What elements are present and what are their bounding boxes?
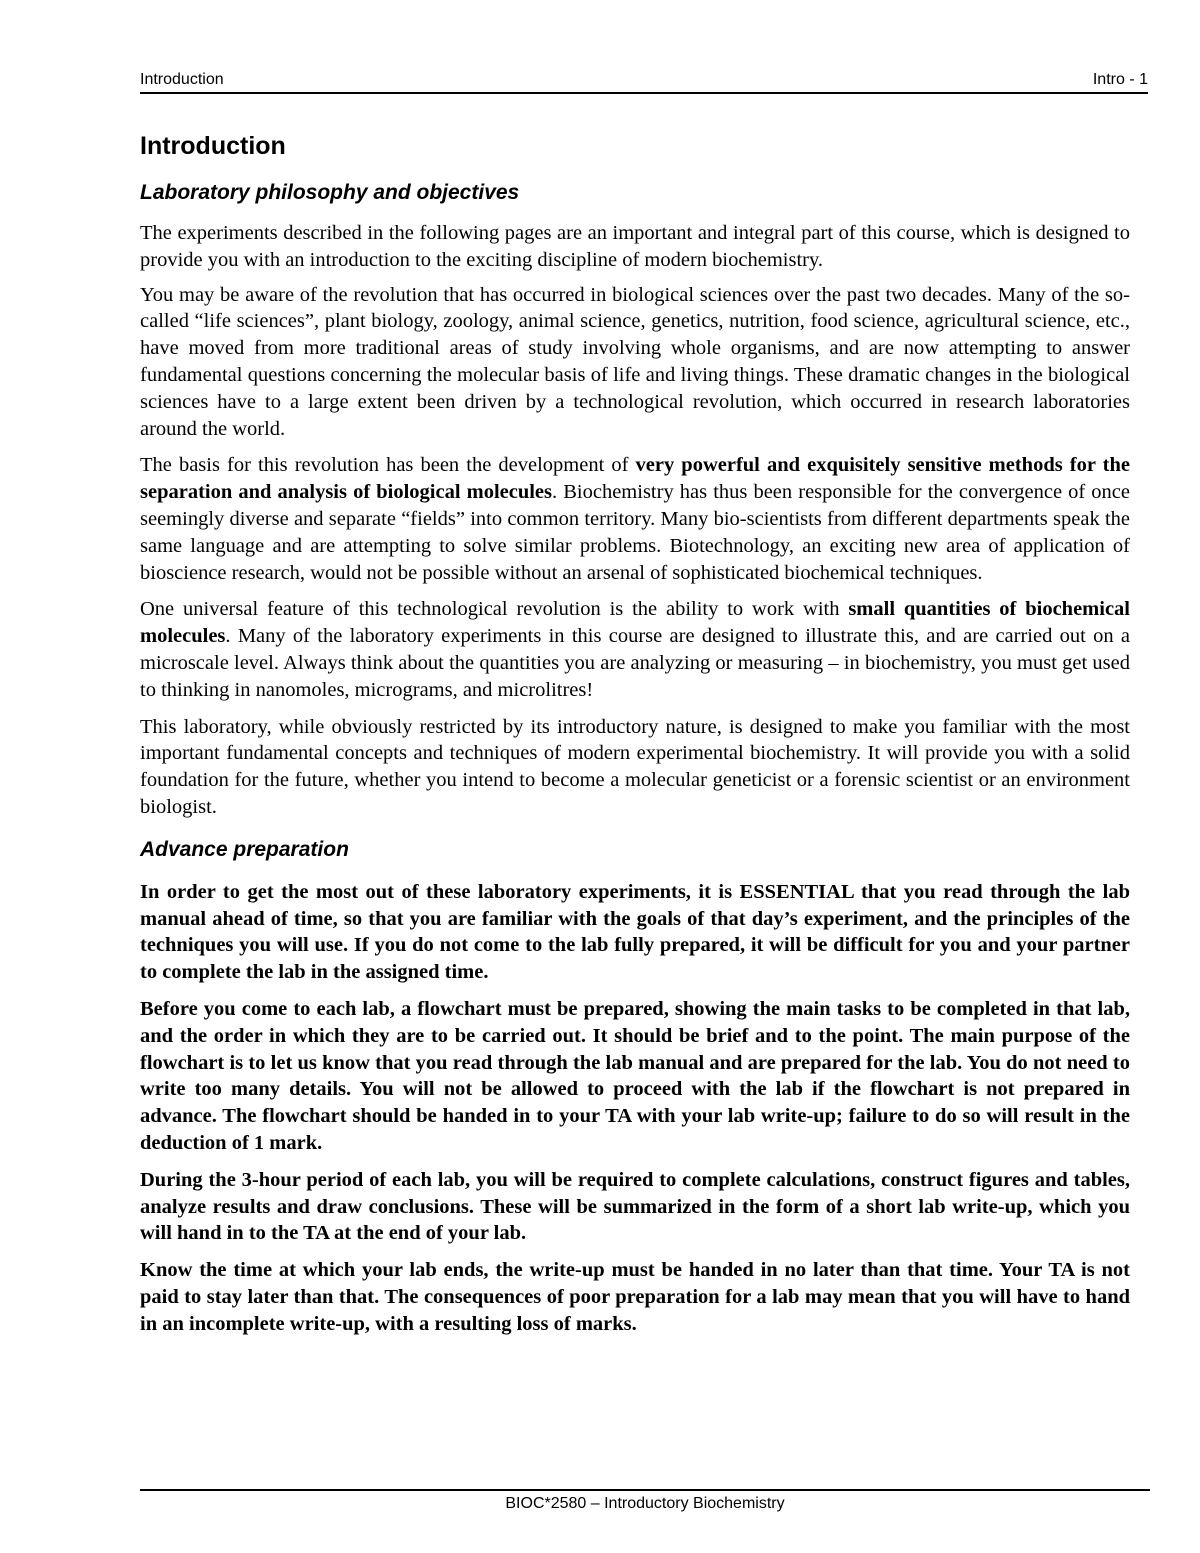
paragraph: You may be aware of the revolution that has occurred in biological sciences over the past two decades. Many of the so-called “life sciences”, plant biology, zoology, animal science, genetics, nutrition, food science, agricultural science, etc., have moved from more traditional areas of study involving whole organisms, and are now attempting to answer fundamental questions concerning the molecular basis of life and living things. These dramatic changes in the biological sciences have to a large extent been driven by a technological revolution, which occurred in research laboratories around the world. — [140, 283, 1130, 440]
paragraph-text: . Biochemistry has thus been responsible for the convergence of once seemingly diverse and separate “fields” into common territory. Many bio-scientists from different departments speak the same language and are attempting to solve similar problems. Biotechnology, an exciting new area of application of bioscience research, would not be possible without an arsenal of sophisticated biochemical techniques. — [140, 481, 1130, 584]
paragraph: The experiments described in the following pages are an important and integral part of this course, which is designed to provide you with an introduction to the exciting discipline of modern biochemistry. — [140, 222, 1130, 271]
header-section-label: Introduction — [140, 71, 224, 88]
paragraph: This laboratory, while obviously restricted by its introductory nature, is designed to make you familiar with the most important fundamental concepts and techniques of modern experimental biochemistry. It will provide you with a solid foundation for the future, whether you intend to become a molecular geneticist or a forensic scientist or an environment biologist. — [140, 715, 1130, 818]
paragraph-text: The basis for this revolution has been the development of — [140, 454, 636, 477]
paragraph-bold-text: very powerful and exquisitely sensitive methods for the separation and analysis of biological molecules — [140, 454, 1130, 504]
paragraph-text: . Many of the laboratory experiments in this course are designed to illustrate this, and are carried out on a microscale level. Always think about the quantities you are analyzing or measuring – in biochemistry, you must get used to thinking in nanomoles, micrograms, and microlitres! — [140, 625, 1130, 701]
section-heading-preparation: Advance preparation — [140, 837, 349, 861]
paragraph-text: One universal feature of this technological revolution is the ability to work with — [140, 598, 849, 621]
section-heading-philosophy: Laboratory philosophy and objectives — [140, 181, 520, 204]
paragraph-bold-text: small quantities of biochemical molecules — [140, 598, 1131, 648]
paragraph: Know the time at which your lab ends, the write-up must be handed in no later than that time. Your TA is not paid to stay later than that. The consequences of poor preparation for a lab may mean that you will have to hand in an incomplete write-up, with a resulting loss of marks. — [140, 1259, 1130, 1335]
paragraph: Before you come to each lab, a flowchart must be prepared, showing the main tasks to be completed in that lab, and the order in which they are to be carried out. It should be brief and to the point. The main purpose of the flowchart is to let us know that you read through the lab manual and are prepared for the lab. You do not need to write too many details. You will not be allowed to proceed with the lab if the flowchart is not prepared in advance. The flowchart should be handed in to your TA with your lab write-up; failure to do so will result in the deduction of 1 mark. — [140, 997, 1130, 1154]
document-body — [140, 128, 1130, 1347]
paragraph: In order to get the most out of these laboratory experiments, it is ESSENTIAL that you read through the lab manual ahead of time, so that you are familiar with the goals of that day’s experiment, and the principles of the techniques you will use. If you do not come to the lab fully prepared, it will be difficult for you and your partner to complete the lab in the assigned time. — [140, 880, 1130, 984]
paragraph: During the 3-hour period of each lab, you will be required to complete calculations, construct figures and tables, analyze results and draw conclusions. These will be summarized in the form of a short lab write-up, which you will hand in to the TA at the end of your lab. — [140, 1168, 1130, 1245]
footer-course-title: BIOC*2580 – Introductory Biochemistry — [505, 1495, 785, 1512]
page-title: Introduction — [140, 132, 286, 160]
paragraph — [140, 596, 1130, 703]
page-footer — [140, 1489, 1150, 1515]
paragraph — [140, 452, 1130, 586]
header-page-number: Intro - 1 — [1092, 71, 1148, 88]
page-header — [140, 70, 1148, 94]
